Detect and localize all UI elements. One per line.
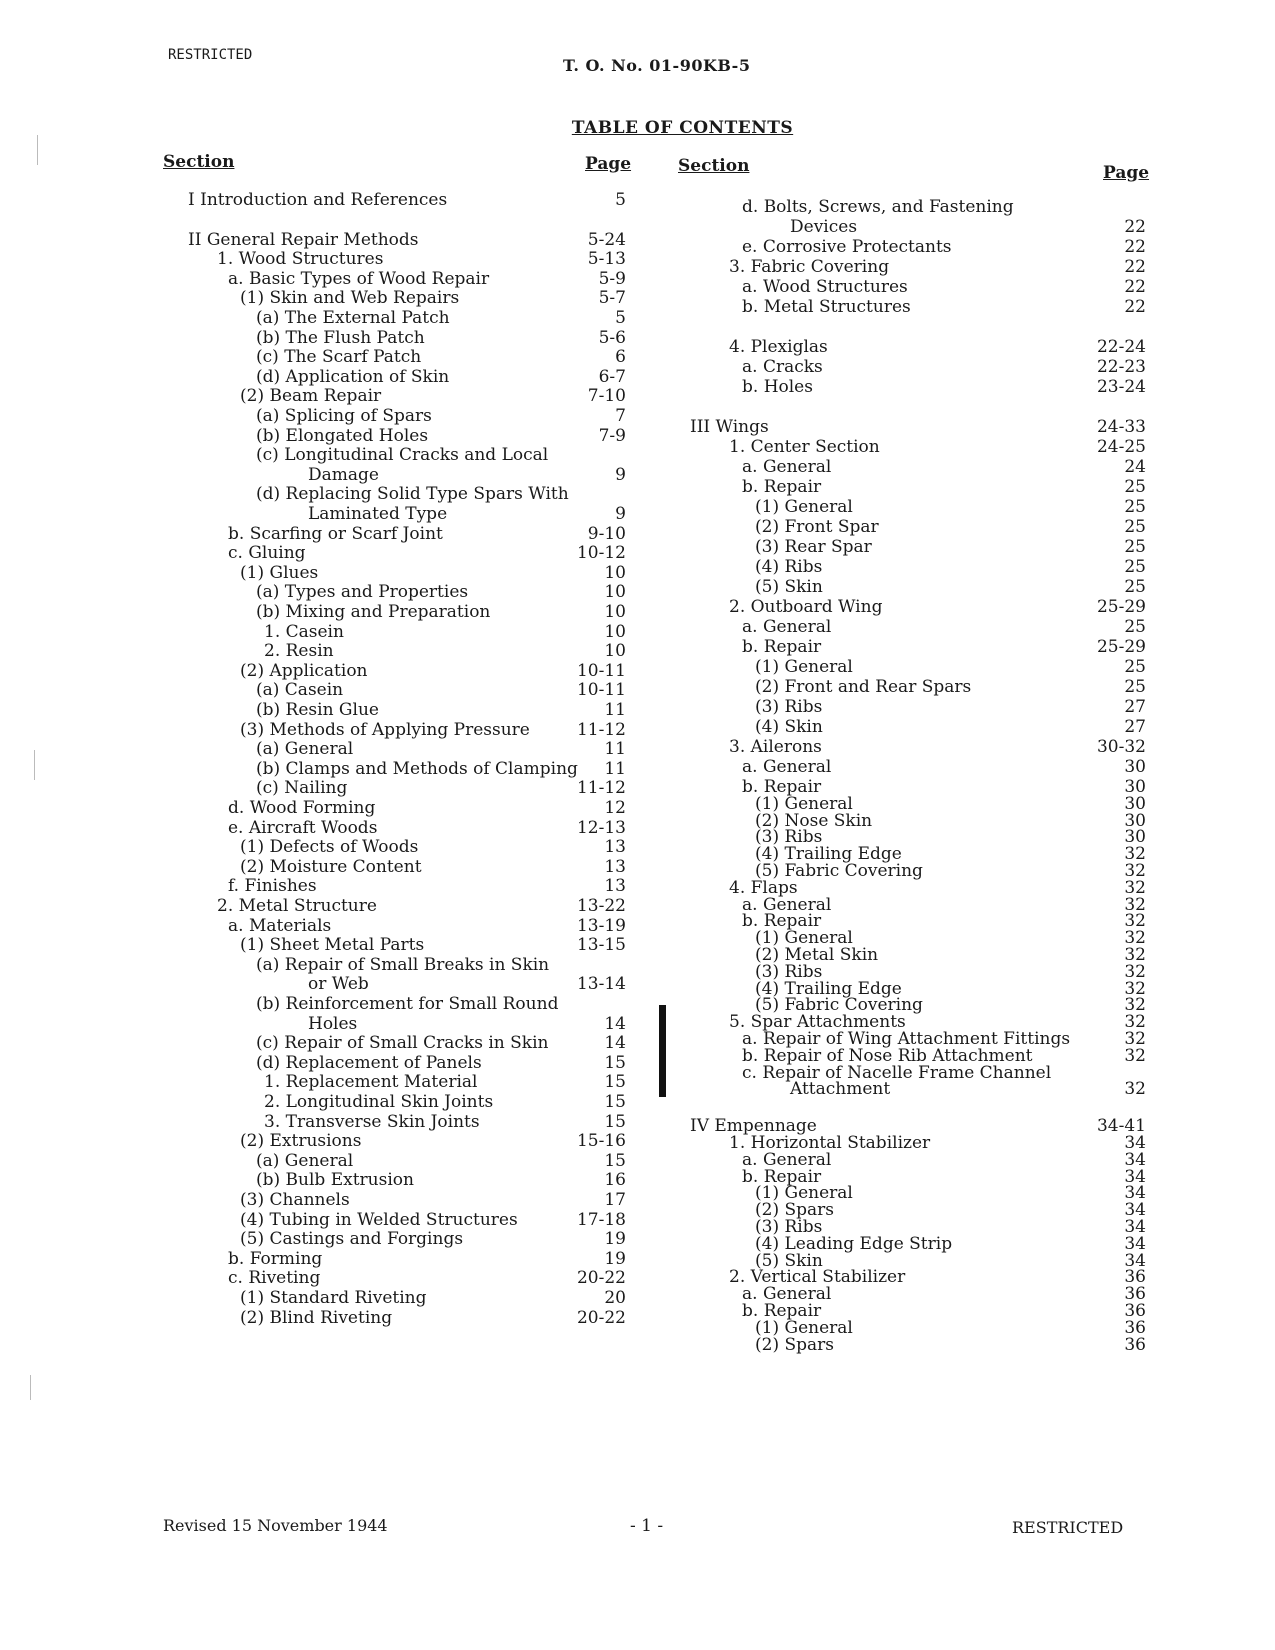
toc-entry-page: 34 (1124, 1233, 1146, 1254)
document-number: T. O. No. 01-90KB-5 (563, 56, 751, 75)
toc-entry-title: (3) Ribs (755, 697, 823, 717)
toc-entry-title: b. Repair (742, 477, 822, 497)
toc-entry-title: (b) The Flush Patch (256, 327, 425, 348)
toc-entry-page: 13-14 (576, 974, 626, 995)
toc-entry-page: 10-11 (576, 680, 626, 701)
toc-entry-title: (b) Resin Glue (256, 700, 379, 720)
toc-entry-page: 10 (604, 562, 626, 583)
revision-date: Revised 15 November 1944 (163, 1516, 388, 1535)
toc-entry-title: (b) Clamps and Methods of Clamping (256, 758, 578, 779)
toc-entry-page: 25 (1124, 577, 1146, 597)
toc-entry-page: 7-10 (587, 386, 626, 407)
toc-entry-page: 6-7 (598, 366, 626, 387)
scan-margin-mark (34, 750, 35, 780)
toc-entry-page: 10 (604, 621, 626, 642)
toc-entry-page: 25 (1124, 537, 1146, 557)
toc-entry-page: 34 (1124, 1133, 1146, 1153)
toc-entry-title: e. Corrosive Protectants (742, 237, 952, 257)
left-page-heading: Page (585, 154, 632, 174)
toc-entry-title: (3) Channels (240, 1190, 350, 1210)
toc-entry-page: 15 (604, 1092, 626, 1112)
toc-entry-page: 30 (1124, 810, 1146, 831)
toc-entry-page: 22 (1124, 257, 1146, 277)
toc-entry-page: 7 (615, 406, 626, 426)
toc-entry-title: 2. Outboard Wing (729, 597, 883, 617)
toc-entry-page: 19 (604, 1248, 626, 1269)
toc-entry-page: 32 (1124, 911, 1146, 932)
toc-entry-page: 10-12 (576, 543, 626, 564)
toc-entry-title: 2. Metal Structure (217, 896, 377, 916)
toc-entry-page: 12 (604, 798, 626, 818)
toc-entry-page: 10 (604, 641, 626, 662)
header-restricted: RESTRICTED (168, 47, 253, 63)
toc-entry-page: 22 (1124, 297, 1146, 317)
scan-margin-mark (37, 135, 38, 165)
toc-entry-title: (b) Mixing and Preparation (256, 602, 491, 622)
toc-entry-title: b. Repair (742, 1301, 822, 1321)
toc-entry-title: Holes (308, 1013, 358, 1034)
toc-entry-title: (1) Defects of Woods (240, 837, 419, 858)
toc-entry-title: (4) Ribs (755, 557, 823, 577)
toc-entry-title: a. General (742, 1149, 832, 1170)
toc-entry-title: a. Repair of Wing Attachment Fittings (742, 1029, 1071, 1049)
toc-entry-page: 12-13 (576, 817, 626, 838)
toc-entry-title: III Wings (690, 417, 769, 437)
toc-entry-page: 32 (1124, 928, 1146, 949)
toc-entry-page: 34-41 (1096, 1116, 1146, 1137)
toc-entry-title: (2) Front Spar (755, 517, 879, 537)
toc-entry-page: 25-29 (1096, 597, 1146, 617)
toc-entry-title: (3) Methods of Applying Pressure (240, 719, 530, 740)
toc-entry-page: 32 (1124, 1012, 1146, 1033)
toc-entry-page: 10-11 (576, 660, 626, 681)
toc-entry-title: 2. Resin (264, 641, 334, 662)
toc-entry-page: 32 (1124, 861, 1146, 881)
toc-entry-title: (2) Blind Riveting (240, 1307, 393, 1328)
toc-entry-title: (2) Extrusions (240, 1131, 362, 1152)
toc-entry-page: 25 (1124, 497, 1146, 517)
toc-entry-page: 13 (604, 856, 626, 877)
toc-entry-page: 9-10 (587, 523, 626, 544)
toc-entry-page: 22 (1124, 237, 1146, 257)
toc-entry-page: 36 (1124, 1301, 1146, 1321)
toc-entry-page: 34 (1124, 1149, 1146, 1170)
toc-entry-title: (5) Fabric Covering (755, 861, 923, 881)
toc-entry-title: (d) Replacement of Panels (256, 1052, 482, 1073)
toc-entry-title: 2. Vertical Stabilizer (729, 1267, 906, 1288)
toc-entry-title: or Web (308, 974, 369, 995)
toc-entry-title: (5) Fabric Covering (755, 995, 923, 1016)
toc-entry-page: 13-19 (576, 915, 626, 936)
toc-entry-title: (2) Metal Skin (755, 945, 879, 965)
toc-entry-title: (5) Castings and Forgings (240, 1229, 464, 1250)
toc-entry-title: b. Repair (742, 777, 822, 797)
toc-entry-title: 3. Fabric Covering (729, 257, 890, 277)
toc-entry-title: b. Repair of Nose Rib Attachment (742, 1045, 1033, 1066)
toc-entry-title: b. Forming (228, 1248, 323, 1269)
toc-entry-page: 25 (1124, 657, 1146, 677)
toc-entry-title: (a) General (256, 739, 354, 760)
toc-entry-title: (1) General (755, 1183, 853, 1204)
toc-entry-page: 32 (1124, 844, 1146, 865)
toc-entry-title: (2) Beam Repair (240, 386, 382, 407)
toc-entry-page: 17-18 (576, 1209, 626, 1230)
toc-entry-title: (2) Nose Skin (755, 810, 873, 831)
toc-entry-page: 25-29 (1096, 637, 1146, 657)
toc-entry-page: 30 (1124, 793, 1146, 814)
toc-entry-title: 3. Ailerons (729, 737, 822, 757)
toc-entry-page: 22 (1124, 217, 1146, 237)
page-title: TABLE OF CONTENTS (571, 118, 794, 138)
toc-entry-title: b. Holes (742, 377, 813, 397)
toc-entry-title: (4) Skin (755, 717, 823, 737)
toc-entry-page: 34 (1124, 1183, 1146, 1204)
toc-entry-title: (c) Nailing (256, 778, 348, 799)
toc-entry-page: 5-9 (598, 268, 626, 289)
toc-entry-title: b. Scarfing or Scarf Joint (228, 523, 443, 544)
toc-entry-page: 34 (1124, 1250, 1146, 1271)
toc-entry-title: 1. Center Section (729, 437, 880, 457)
toc-entry-title: Attachment (790, 1079, 891, 1100)
scan-margin-mark (30, 1375, 31, 1400)
toc-entry-page: 25 (1124, 557, 1146, 577)
toc-entry-page: 14 (604, 1033, 626, 1054)
toc-entry-page: 5 (615, 190, 626, 210)
toc-entry-page: 32 (1124, 961, 1146, 982)
toc-entry-page: 14 (604, 1013, 626, 1034)
toc-entry-page: 24 (1124, 457, 1146, 477)
toc-entry-page: 16 (604, 1170, 626, 1191)
toc-entry-page: 32 (1124, 1045, 1146, 1066)
toc-entry-title: I Introduction and References (188, 190, 448, 210)
toc-entry-page: 22-24 (1096, 337, 1146, 357)
toc-entry-title: (2) Front and Rear Spars (755, 677, 972, 697)
right-page-heading: Page (1103, 163, 1150, 183)
toc-entry-page: 32 (1124, 978, 1146, 999)
toc-entry-page: 36 (1124, 1334, 1146, 1355)
toc-entry-title: 5. Spar Attachments (729, 1012, 906, 1033)
toc-entry-page: 5-13 (587, 249, 626, 270)
toc-entry-page: 15 (604, 1111, 626, 1132)
toc-entry-title: a. General (742, 457, 832, 477)
toc-entry-title: (2) Application (240, 660, 368, 681)
toc-entry-page: 32 (1124, 995, 1146, 1016)
toc-entry-title: (3) Ribs (755, 1217, 823, 1237)
toc-entry-title: (1) Sheet Metal Parts (240, 935, 425, 956)
toc-entry-page: 11 (604, 700, 626, 720)
toc-entry-title: (1) General (755, 928, 853, 949)
toc-entry-title: a. General (742, 617, 832, 637)
toc-entry-page: 25 (1124, 617, 1146, 637)
toc-entry-title: b. Metal Structures (742, 297, 911, 317)
toc-entry-title: (a) General (256, 1150, 354, 1171)
toc-entry-title: 1. Horizontal Stabilizer (729, 1133, 931, 1153)
change-bar (659, 1005, 666, 1097)
toc-entry-page: 13-15 (576, 935, 626, 956)
toc-entry-title: (4) Tubing in Welded Structures (240, 1209, 518, 1230)
toc-entry-page: 24-33 (1096, 417, 1146, 437)
toc-entry-title: 1. Casein (264, 621, 344, 642)
toc-entry-title: (3) Ribs (755, 961, 823, 982)
toc-entry-title: Damage (308, 464, 379, 485)
toc-entry-page: 36 (1124, 1284, 1146, 1305)
toc-entry-page: 36 (1124, 1317, 1146, 1338)
toc-entry-title: (1) General (755, 793, 853, 814)
toc-entry-page: 20-22 (576, 1307, 626, 1328)
toc-entry-page: 13 (604, 876, 626, 897)
toc-entry-title: f. Finishes (228, 876, 317, 897)
toc-entry-title: d. Wood Forming (228, 798, 376, 818)
toc-entry-title: a. General (742, 894, 832, 915)
toc-entry-title: IV Empennage (690, 1116, 817, 1137)
toc-entry-page: 13-22 (576, 896, 626, 916)
toc-entry-page: 25 (1124, 477, 1146, 497)
toc-entry-page: 9 (615, 504, 626, 524)
toc-entry-title: a. General (742, 757, 832, 777)
toc-entry-title: (4) Leading Edge Strip (755, 1233, 953, 1254)
toc-entry-title: (a) Casein (256, 680, 344, 701)
toc-entry-title: (d) Application of Skin (256, 366, 450, 387)
toc-entry-page: 30 (1124, 757, 1146, 777)
toc-entry-title: (a) Splicing of Spars (256, 406, 432, 426)
toc-entry-page: 22-23 (1096, 357, 1146, 377)
toc-entry-title: (5) Skin (755, 577, 823, 597)
footer-restricted: RESTRICTED (1012, 1518, 1124, 1537)
toc-entry-title: (b) Bulb Extrusion (256, 1170, 414, 1191)
toc-entry-page: 11 (604, 739, 626, 760)
toc-entry-page: 9 (615, 464, 626, 485)
toc-entry-title: (a) The External Patch (256, 308, 450, 328)
toc-entry-title: (1) General (755, 497, 853, 517)
toc-entry-page: 15 (604, 1052, 626, 1073)
toc-entry-title: b. Repair (742, 637, 822, 657)
toc-entry-page: 5-6 (598, 327, 626, 348)
toc-entry-page: 27 (1124, 717, 1146, 737)
toc-entry-page: 30-32 (1096, 737, 1146, 757)
toc-entry-page: 24-25 (1096, 437, 1146, 457)
toc-entry-page: 36 (1124, 1267, 1146, 1288)
toc-entry-title: Laminated Type (308, 504, 448, 524)
toc-entry-title: c. Repair of Nacelle Frame Channel (742, 1062, 1052, 1083)
toc-entry-title: (b) Reinforcement for Small Round (256, 994, 559, 1014)
toc-entry-page: 5-24 (587, 229, 626, 250)
toc-entry-title: a. General (742, 1284, 832, 1305)
toc-entry-page: 30 (1124, 827, 1146, 848)
toc-entry-title: Devices (790, 217, 858, 237)
toc-entry-page: 32 (1124, 945, 1146, 965)
toc-entry-title: (b) Elongated Holes (256, 425, 429, 446)
toc-entry-title: (d) Replacing Solid Type Spars With (256, 484, 569, 505)
toc-entry-title: 3. Transverse Skin Joints (264, 1111, 480, 1132)
toc-entry-title: (2) Moisture Content (240, 856, 422, 877)
toc-entry-title: b. Repair (742, 911, 822, 932)
toc-entry-title: a. Cracks (742, 357, 823, 377)
toc-entry-page: 32 (1124, 1029, 1146, 1049)
toc-entry-page: 20-22 (576, 1268, 626, 1289)
toc-entry-page: 34 (1124, 1200, 1146, 1221)
toc-entry-title: e. Aircraft Woods (228, 817, 378, 838)
toc-entry-page: 7-9 (598, 425, 626, 446)
toc-entry-page: 30 (1124, 777, 1146, 797)
toc-entry-title: (2) Spars (755, 1334, 834, 1355)
toc-entry-page: 10 (604, 602, 626, 622)
toc-entry-page: 22 (1124, 277, 1146, 297)
toc-entry-page: 17 (604, 1190, 626, 1210)
toc-entry-title: (5) Skin (755, 1250, 823, 1271)
toc-entry-title: 1. Replacement Material (264, 1072, 478, 1093)
left-section-heading: Section (163, 152, 235, 172)
toc-entry-title: 2. Longitudinal Skin Joints (264, 1092, 494, 1112)
toc-entry-title: (4) Trailing Edge (755, 978, 902, 999)
toc-entry-title: 1. Wood Structures (217, 249, 384, 270)
toc-entry-title: (a) Repair of Small Breaks in Skin (256, 954, 550, 975)
toc-entry-page: 23-24 (1096, 377, 1146, 397)
toc-entry-title: (c) Longitudinal Cracks and Local (256, 445, 549, 466)
toc-entry-title: (3) Rear Spar (755, 537, 872, 557)
toc-entry-page: 5 (615, 308, 626, 328)
toc-entry-page: 5-7 (598, 288, 626, 309)
toc-entry-title: 4. Plexiglas (729, 337, 828, 357)
right-section-heading: Section (678, 156, 750, 176)
toc-entry-title: (3) Ribs (755, 827, 823, 848)
toc-entry-page: 27 (1124, 697, 1146, 717)
toc-entry-title: a. Basic Types of Wood Repair (228, 268, 490, 289)
toc-entry-page: 32 (1124, 1079, 1146, 1100)
toc-entry-page: 6 (615, 347, 626, 368)
toc-entry-page: 10 (604, 582, 626, 603)
toc-entry-page: 11-12 (576, 778, 626, 799)
toc-entry-title: 4. Flaps (729, 877, 798, 898)
toc-entry-title: (a) Types and Properties (256, 582, 469, 603)
toc-entry-title: (1) Skin and Web Repairs (240, 288, 460, 309)
toc-entry-page: 34 (1124, 1217, 1146, 1237)
toc-entry-page: 11 (604, 758, 626, 779)
toc-entry-title: a. Materials (228, 915, 332, 936)
toc-entry-title: d. Bolts, Screws, and Fastening (742, 197, 1014, 217)
page-number: - 1 - (630, 1516, 664, 1536)
toc-entry-title: (2) Spars (755, 1200, 834, 1221)
toc-entry-title: II General Repair Methods (188, 229, 419, 250)
toc-entry-page: 13 (604, 837, 626, 858)
toc-entry-title: (1) Standard Riveting (240, 1288, 427, 1308)
toc-entry-title: c. Riveting (228, 1268, 321, 1289)
toc-entry-title: a. Wood Structures (742, 277, 908, 297)
toc-entry-title: b. Repair (742, 1166, 822, 1187)
toc-entry-title: (1) Glues (240, 562, 319, 583)
toc-entry-page: 15 (604, 1150, 626, 1171)
toc-entry-page: 32 (1124, 894, 1146, 915)
toc-entry-title: (1) General (755, 657, 853, 677)
toc-entry-title: (4) Trailing Edge (755, 844, 902, 865)
toc-entry-title: (1) General (755, 1317, 853, 1338)
toc-entry-page: 11-12 (576, 719, 626, 740)
toc-entry-page: 15-16 (576, 1131, 626, 1152)
toc-entry-title: (c) Repair of Small Cracks in Skin (256, 1033, 549, 1054)
toc-entry-page: 32 (1124, 877, 1146, 898)
toc-entry-page: 34 (1124, 1166, 1146, 1187)
toc-entry-page: 25 (1124, 677, 1146, 697)
toc-entry-page: 19 (604, 1229, 626, 1250)
toc-entry-page: 15 (604, 1072, 626, 1093)
toc-entry-title: c. Gluing (228, 543, 306, 564)
toc-entry-page: 25 (1124, 517, 1146, 537)
toc-entry-title: (c) The Scarf Patch (256, 347, 422, 368)
toc-entry-page: 20 (604, 1288, 626, 1308)
